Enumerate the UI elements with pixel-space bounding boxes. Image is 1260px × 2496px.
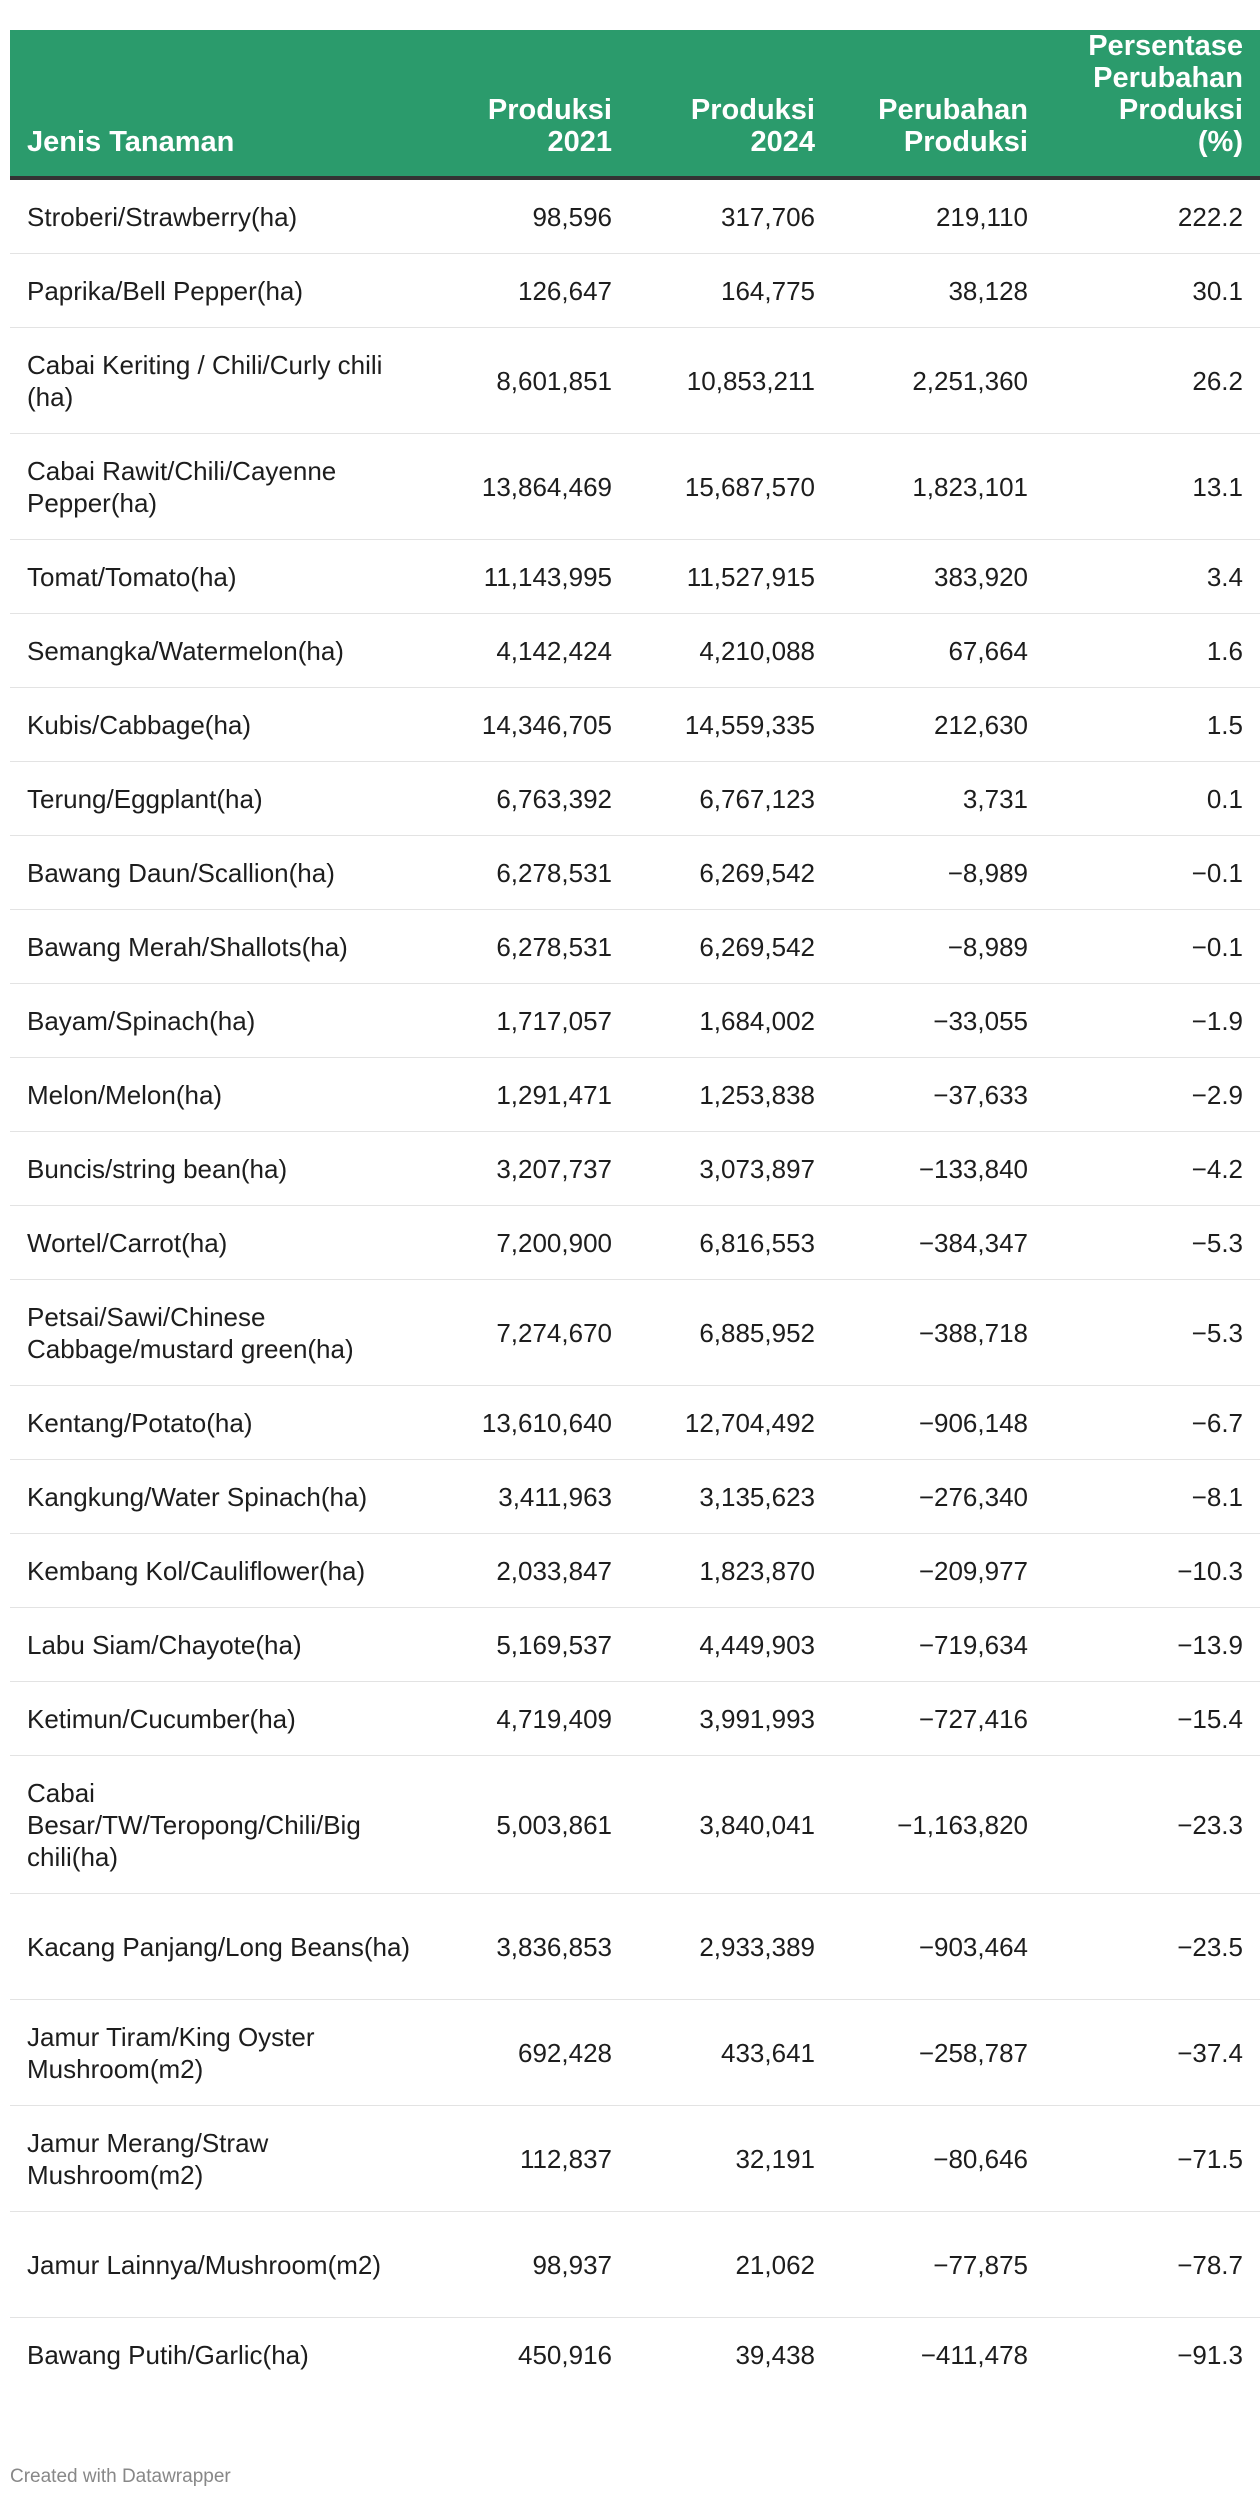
column-header-name[interactable] [10, 30, 430, 178]
cell-name: Bawang Putih/Garlic(ha) [27, 2339, 309, 2370]
table-row [10, 614, 1260, 688]
cell-p2024: 14,559,335 [629, 688, 832, 762]
table-row [10, 1608, 1260, 1682]
cell-p2024: 164,775 [629, 254, 832, 328]
cell-p2021: 6,278,531 [430, 836, 629, 910]
cell-pct: −5.3 [1045, 1280, 1260, 1386]
cell-p2021: 3,411,963 [430, 1460, 629, 1534]
column-header-line: 2021 [547, 126, 612, 158]
cell-name: Cabai Besar/TW/Teropong/Chili/Big chili(ha) [10, 1756, 430, 1894]
cell-name: Jamur Merang/Straw Mushroom(m2) [10, 2106, 430, 2212]
cell-pct: −78.7 [1045, 2212, 1260, 2318]
cell-name: Wortel/Carrot(ha) [10, 1206, 430, 1280]
cell-p2024: 433,641 [629, 2000, 832, 2106]
cell-p2021: 4,142,424 [430, 614, 629, 688]
table-row [10, 1682, 1260, 1756]
cell-pct: −5.3 [1045, 1206, 1260, 1280]
cell-p2021: 5,003,861 [430, 1756, 629, 1894]
cell-p2024: 6,269,542 [629, 910, 832, 984]
cell-name: Kubis/Cabbage(ha) [10, 688, 430, 762]
cell-change: 219,110 [832, 178, 1045, 254]
cell-p2021: 450,916 [518, 2339, 612, 2370]
cell-change: −133,840 [832, 1132, 1045, 1206]
column-header-p2024[interactable] [629, 30, 832, 178]
cell-change: −33,055 [832, 984, 1045, 1058]
cell-p2024: 10,853,211 [629, 328, 832, 434]
cell-name: Tomat/Tomato(ha) [10, 540, 430, 614]
cell-change: −727,416 [832, 1682, 1045, 1756]
table-row [10, 1280, 1260, 1386]
cell-pct: 1.6 [1045, 614, 1260, 688]
cell-p2021: 1,291,471 [430, 1058, 629, 1132]
table-row [10, 1206, 1260, 1280]
cell-change: 67,664 [832, 614, 1045, 688]
cell-name: Bawang Daun/Scallion(ha) [10, 836, 430, 910]
table-row [10, 178, 1260, 254]
cell-p2024: 4,210,088 [629, 614, 832, 688]
cell-p2024: 1,823,870 [629, 1534, 832, 1608]
cell-pct: −2.9 [1045, 1058, 1260, 1132]
cell-pct: −4.2 [1045, 1132, 1260, 1206]
table-row [10, 1386, 1260, 1460]
datawrapper-credit[interactable]: Created with Datawrapper [10, 2466, 231, 2487]
table-row [10, 1756, 1260, 1894]
column-header-line: Jenis Tanaman [27, 126, 235, 158]
cell-p2024: 1,684,002 [629, 984, 832, 1058]
cell-pct: 1.5 [1045, 688, 1260, 762]
cell-p2021: 13,864,469 [430, 434, 629, 540]
column-header-line: Produksi [690, 94, 815, 126]
cell-p2021: 6,763,392 [430, 762, 629, 836]
cell-p2021: 7,200,900 [430, 1206, 629, 1280]
column-header-line: Produksi [487, 94, 612, 126]
cell-p2024: 3,840,041 [629, 1756, 832, 1894]
table-row [10, 434, 1260, 540]
cell-pct: −0.1 [1045, 836, 1260, 910]
cell-change: −8,989 [832, 836, 1045, 910]
cell-pct: 0.1 [1045, 762, 1260, 836]
cell-pct: 222.2 [1045, 178, 1260, 254]
cell-name: Jamur Tiram/King Oyster Mushroom(m2) [10, 2000, 430, 2106]
cell-change: −258,787 [832, 2000, 1045, 2106]
column-header-line: Produksi [1118, 94, 1243, 126]
cell-p2021: 126,647 [430, 254, 629, 328]
cell-p2024: 6,269,542 [629, 836, 832, 910]
cell-change: −388,718 [832, 1280, 1045, 1386]
cell-name: Kembang Kol/Cauliflower(ha) [10, 1534, 430, 1608]
column-header-line: (%) [1197, 126, 1243, 158]
table-header-row [10, 30, 1260, 178]
data-table-container [10, 30, 1243, 2391]
cell-pct: 30.1 [1045, 254, 1260, 328]
cell-name: Paprika/Bell Pepper(ha) [10, 254, 430, 328]
table-row [10, 2318, 1260, 2392]
cell-name: Petsai/Sawi/Chinese Cabbage/mustard green(ha) [10, 1280, 430, 1386]
column-header-pct[interactable] [1045, 30, 1260, 178]
cell-change: −1,163,820 [832, 1756, 1045, 1894]
table-row [10, 2106, 1260, 2212]
cell-p2024: 6,767,123 [629, 762, 832, 836]
cell-name: Ketimun/Cucumber(ha) [10, 1682, 430, 1756]
cell-name: Kacang Panjang/Long Beans(ha) [10, 1894, 430, 2000]
table-row [10, 1058, 1260, 1132]
cell-pct: 13.1 [1045, 434, 1260, 540]
table-body [10, 178, 1260, 2391]
cell-pct: 26.2 [1045, 328, 1260, 434]
cell-p2021: 6,278,531 [430, 910, 629, 984]
cell-change: −906,148 [832, 1386, 1045, 1460]
cell-p2021: 3,207,737 [430, 1132, 629, 1206]
cell-name: Kangkung/Water Spinach(ha) [10, 1460, 430, 1534]
cell-p2021: 1,717,057 [430, 984, 629, 1058]
cell-p2021: 8,601,851 [430, 328, 629, 434]
cell-name: Bawang Merah/Shallots(ha) [10, 910, 430, 984]
cell-p2024: 21,062 [629, 2212, 832, 2318]
cell-pct: −6.7 [1045, 1386, 1260, 1460]
cell-p2024: 317,706 [629, 178, 832, 254]
column-header-p2021[interactable] [430, 30, 629, 178]
cell-change: −903,464 [832, 1894, 1045, 2000]
cell-pct: −8.1 [1045, 1460, 1260, 1534]
cell-p2021: 692,428 [430, 2000, 629, 2106]
table-row [10, 984, 1260, 1058]
cell-p2021: 98,937 [430, 2212, 629, 2318]
cell-p2021: 7,274,670 [430, 1280, 629, 1386]
cell-pct: −37.4 [1045, 2000, 1260, 2106]
cell-name: Cabai Keriting / Chili/Curly chili (ha) [10, 328, 430, 434]
cell-p2021: 13,610,640 [430, 1386, 629, 1460]
table-row [10, 1460, 1260, 1534]
cell-p2024: 6,816,553 [629, 1206, 832, 1280]
cell-change: −719,634 [832, 1608, 1045, 1682]
cell-p2024: 3,073,897 [629, 1132, 832, 1206]
cell-change: −8,989 [832, 910, 1045, 984]
cell-name: Cabai Rawit/Chili/Cayenne Pepper(ha) [10, 434, 430, 540]
table-row [10, 836, 1260, 910]
cell-pct: 3.4 [1045, 540, 1260, 614]
cell-pct: −71.5 [1045, 2106, 1260, 2212]
table-row [10, 1132, 1260, 1206]
cell-pct: −1.9 [1045, 984, 1260, 1058]
cell-p2021: 11,143,995 [430, 540, 629, 614]
table-row [10, 1534, 1260, 1608]
table-row [10, 762, 1260, 836]
table-row [10, 688, 1260, 762]
cell-change: 1,823,101 [832, 434, 1045, 540]
cell-p2024: 3,135,623 [629, 1460, 832, 1534]
cell-pct: −0.1 [1045, 910, 1260, 984]
cell-name: Stroberi/Strawberry(ha) [10, 178, 430, 254]
cell-pct: −15.4 [1045, 1682, 1260, 1756]
cell-p2024: 15,687,570 [629, 434, 832, 540]
cell-p2024: 12,704,492 [629, 1386, 832, 1460]
cell-p2021: 4,719,409 [430, 1682, 629, 1756]
column-header-change[interactable] [832, 30, 1045, 178]
cell-change: −77,875 [832, 2212, 1045, 2318]
cell-change: −384,347 [832, 1206, 1045, 1280]
cell-name: Semangka/Watermelon(ha) [10, 614, 430, 688]
cell-name: Jamur Lainnya/Mushroom(m2) [10, 2212, 430, 2318]
cell-name: Terung/Eggplant(ha) [10, 762, 430, 836]
cell-pct: −10.3 [1045, 1534, 1260, 1608]
table-row [10, 540, 1260, 614]
cell-name: Bayam/Spinach(ha) [10, 984, 430, 1058]
cell-pct: −91.3 [1177, 2339, 1243, 2370]
cell-change: −37,633 [832, 1058, 1045, 1132]
column-header-line: Perubahan [1093, 62, 1243, 94]
table-row [10, 328, 1260, 434]
cell-pct: −23.3 [1045, 1756, 1260, 1894]
table-row [10, 910, 1260, 984]
column-header-line: Perubahan [878, 94, 1028, 126]
data-table [10, 30, 1260, 2391]
cell-p2024: 2,933,389 [629, 1894, 832, 2000]
cell-p2024: 3,991,993 [629, 1682, 832, 1756]
cell-change: 383,920 [832, 540, 1045, 614]
cell-p2024: 32,191 [629, 2106, 832, 2212]
column-header-line: 2024 [750, 126, 815, 158]
cell-p2021: 112,837 [430, 2106, 629, 2212]
cell-name: Labu Siam/Chayote(ha) [10, 1608, 430, 1682]
table-row [10, 254, 1260, 328]
column-header-line: Persentase [1088, 30, 1243, 62]
column-header-line: Produksi [903, 126, 1028, 158]
cell-change: −80,646 [832, 2106, 1045, 2212]
cell-change: 2,251,360 [832, 328, 1045, 434]
cell-p2024: 6,885,952 [629, 1280, 832, 1386]
cell-change: −276,340 [832, 1460, 1045, 1534]
cell-p2024: 39,438 [735, 2339, 815, 2370]
cell-p2021: 5,169,537 [430, 1608, 629, 1682]
cell-name: Buncis/string bean(ha) [10, 1132, 430, 1206]
cell-p2021: 3,836,853 [430, 1894, 629, 2000]
table-row [10, 2000, 1260, 2106]
cell-change: 38,128 [832, 254, 1045, 328]
cell-name: Kentang/Potato(ha) [10, 1386, 430, 1460]
cell-pct: −13.9 [1045, 1608, 1260, 1682]
cell-change: 3,731 [832, 762, 1045, 836]
table-row [10, 2212, 1260, 2318]
cell-pct: −23.5 [1045, 1894, 1260, 2000]
cell-p2021: 2,033,847 [430, 1534, 629, 1608]
cell-p2021: 14,346,705 [430, 688, 629, 762]
table-row [10, 1894, 1260, 2000]
cell-change: 212,630 [832, 688, 1045, 762]
cell-p2024: 1,253,838 [629, 1058, 832, 1132]
cell-name: Melon/Melon(ha) [10, 1058, 430, 1132]
cell-p2021: 98,596 [430, 178, 629, 254]
cell-p2024: 4,449,903 [629, 1608, 832, 1682]
cell-change: −411,478 [920, 2339, 1028, 2370]
cell-p2024: 11,527,915 [629, 540, 832, 614]
cell-change: −209,977 [832, 1534, 1045, 1608]
